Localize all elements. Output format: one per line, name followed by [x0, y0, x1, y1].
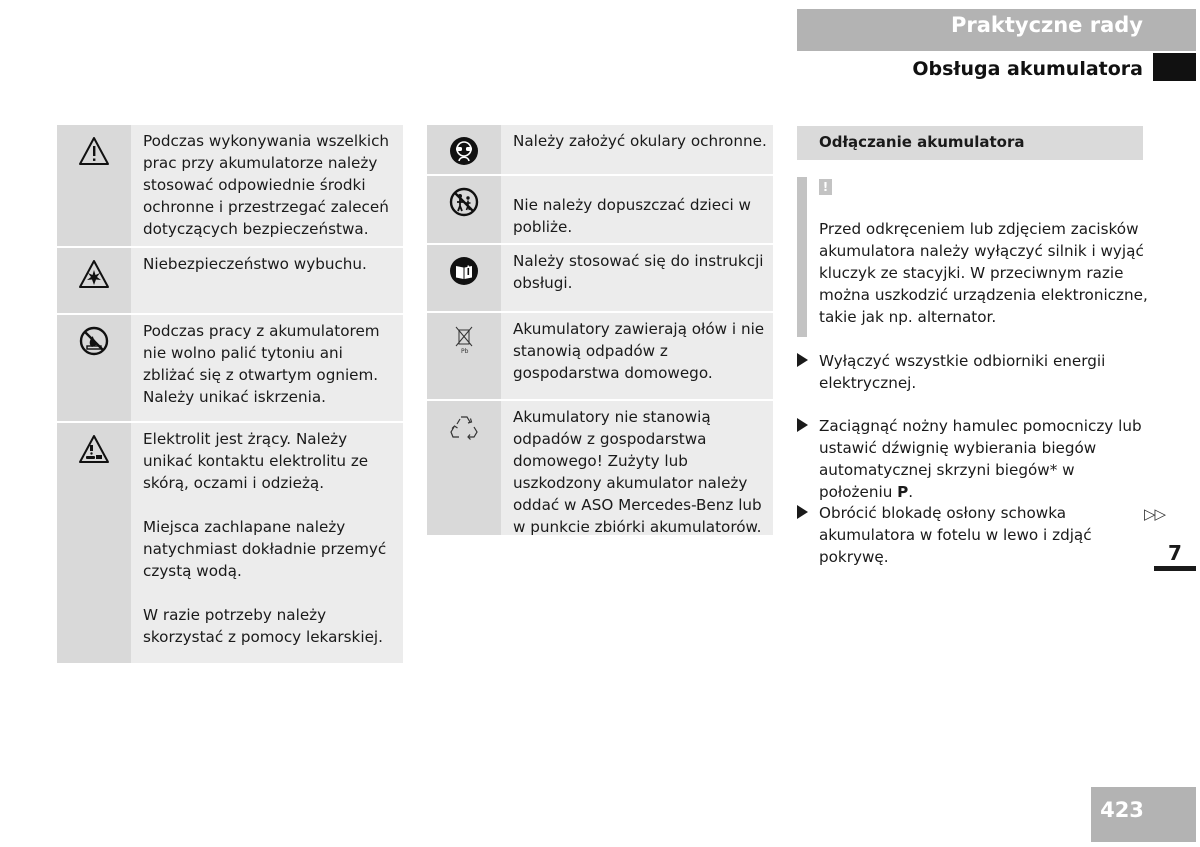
paragraph: Nie należy dopuszczać dzieci w pobliże.	[513, 196, 751, 236]
icon-cell	[57, 125, 131, 246]
table-row	[427, 401, 773, 535]
page-number: 423	[1100, 798, 1144, 822]
step-item	[797, 350, 1157, 394]
table-row	[427, 125, 773, 174]
icon-cell	[57, 423, 131, 663]
step-text	[819, 415, 1147, 503]
gear-position-p: P	[897, 483, 909, 501]
step-item	[797, 415, 1157, 503]
paragraph: Podczas pracy z akumulatorem nie wolno palić tytoniu ani zbliżać się z otwartym ogniem. Należy unikać iskrzenia.	[143, 322, 380, 406]
step-text: Wyłączyć wszystkie odbiorniki energii elektrycznej.	[819, 352, 1106, 392]
continued-arrow-icon: ▷▷	[1144, 505, 1166, 523]
safety-table-left	[57, 125, 403, 665]
svg-text:Pb: Pb	[461, 348, 469, 355]
step-text-part: Zaciągnąć nożny hamulec pomocniczy lub ustawić dźwignię wybierania biegów automatycznej skrzyni biegów* w położeniu	[819, 417, 1142, 501]
wear-goggles-icon	[448, 135, 480, 167]
caution-icon: !	[819, 179, 832, 195]
step-arrow-icon	[797, 353, 808, 367]
paragraph: Podczas wykonywania wszelkich prac przy akumulatorze należy stosować odpowiednie środki ochronne i przestrzegać zaleceń dotyczących bezpieczeństwa.	[143, 132, 390, 238]
paragraph: Elektrolit jest żrący. Należy unikać kontaktu elektrolitu ze skórą, oczami i odzieżą.	[143, 430, 369, 492]
icon-cell	[57, 248, 131, 313]
note-bar	[797, 177, 807, 337]
paragraph: Należy stosować się do instrukcji obsługi.	[513, 252, 764, 292]
icon-cell	[427, 176, 501, 243]
table-row	[427, 313, 773, 399]
table-row	[57, 423, 403, 663]
icon-cell	[427, 401, 501, 535]
caution-note	[797, 177, 1147, 337]
recycling-icon	[448, 411, 480, 443]
step-arrow-icon	[797, 418, 808, 432]
table-cell-text	[501, 313, 773, 399]
icon-cell	[427, 313, 501, 399]
chapter-title: Praktyczne rady	[950, 13, 1143, 37]
subsection-heading: Odłączanie akumulatora	[797, 126, 1143, 160]
table-cell-text	[501, 125, 773, 174]
table-cell-text	[131, 423, 403, 663]
table-cell-text	[131, 315, 403, 421]
icon-cell	[57, 315, 131, 421]
paragraph: Niebezpieczeństwo wybuchu.	[143, 255, 367, 273]
paragraph: Akumulatory nie stanowią odpadów z gospodarstwa domowego! Zużyty lub uszkodzony akumulator należy oddać w ASO Mercedes-Benz lub w punkcie zbiórki akumulatorów.	[513, 408, 762, 536]
table-cell-text	[501, 245, 773, 311]
chapter-tab: 7	[1154, 537, 1196, 571]
crossed-bin-pb-icon	[448, 323, 480, 355]
section-title: Obsługa akumulatora	[912, 58, 1143, 80]
table-row	[57, 125, 403, 246]
corrosive-hazard-icon	[78, 433, 110, 465]
step-text: Obrócić blokadę osłony schowka akumulatora w fotelu w lewo i zdjąć pokrywę.	[819, 504, 1092, 566]
table-row	[57, 315, 403, 421]
warning-triangle-icon	[78, 135, 110, 167]
no-smoking-no-fire-icon	[78, 325, 110, 357]
explosion-hazard-icon	[78, 258, 110, 290]
note-text: Przed odkręceniem lub zdjęciem zacisków akumulatora należy wyłączyć silnik i wyjąć kluczyk ze stacyjki. W przeciwnym razie można uszkodzić urządzenia elektroniczne, takie jak np. alternator.	[819, 220, 1148, 326]
paragraph: Akumulatory zawierają ołów i nie stanowią odpadów z gospodarstwa domowego.	[513, 320, 765, 382]
step-arrow-icon	[797, 505, 808, 519]
table-row	[57, 248, 403, 313]
table-row	[427, 245, 773, 311]
step-item	[797, 502, 1157, 568]
icon-cell	[427, 125, 501, 174]
table-row	[427, 176, 773, 243]
table-cell-text	[131, 125, 403, 246]
table-cell-text	[501, 176, 773, 243]
step-text-part: .	[908, 483, 914, 501]
safety-table-right	[427, 125, 773, 537]
table-cell-text	[501, 401, 773, 535]
read-manual-icon	[448, 255, 480, 287]
table-cell-text	[131, 248, 403, 313]
paragraph: Należy założyć okulary ochronne.	[513, 132, 767, 150]
paragraph: Miejsca zachlapane należy natychmiast dokładnie przemyć czystą wodą.	[143, 518, 387, 580]
section-marker	[1153, 53, 1196, 81]
icon-cell	[427, 245, 501, 311]
paragraph: W razie potrzeby należy skorzystać z pomocy lekarskiej.	[143, 606, 383, 646]
keep-children-away-icon	[448, 186, 480, 218]
